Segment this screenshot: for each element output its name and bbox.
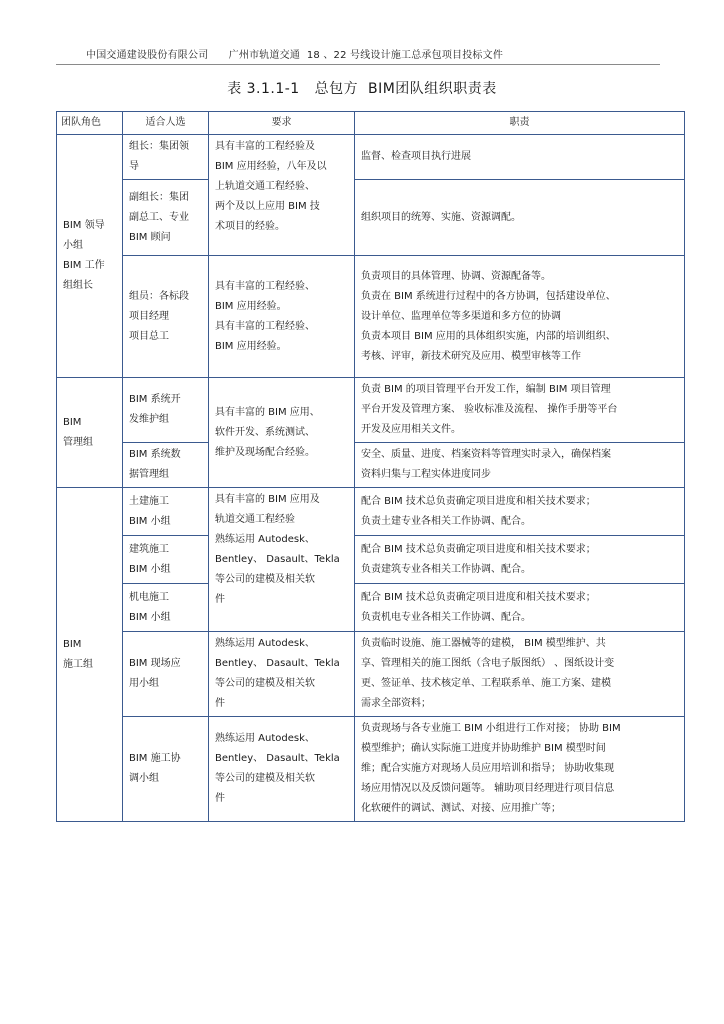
table-row [57, 135, 685, 180]
responsibility-table [56, 111, 685, 822]
person-cell: 建筑施工 BIM 小组 [123, 536, 209, 584]
group-cell-management: BIM 管理组 [57, 378, 123, 488]
table-row [57, 488, 685, 536]
table-row [57, 717, 685, 822]
group-cell-leader: BIM 领导 小组 BIM 工作 组组长 [57, 135, 123, 378]
table-row [57, 443, 685, 488]
table-row [57, 180, 685, 256]
requirement-cell: 具有丰富的工程经验、 BIM 应用经验。 具有丰富的工程经验、 BIM 应用经验。 [209, 256, 355, 378]
duty-cell: 组织项目的统筹、实施、资源调配。 [355, 180, 685, 256]
requirement-cell: 熟练运用 Autodesk、 Bentley、 Dasault、Tekla 等公司的建模及相关软 件 [209, 632, 355, 717]
table-row [57, 536, 685, 584]
person-cell: 组长：集团领 导 [123, 135, 209, 180]
table-header-row [57, 112, 685, 135]
column-header-duty: 职责 [355, 112, 685, 135]
header-divider [56, 64, 660, 65]
document-header: 中国交通建设股份有限公司 广州市轨道交通 18 、22 号线设计施工总承包项目投标文件 [86, 50, 504, 61]
duty-cell: 负责项目的具体管理、协调、资源配备等。 负责在 BIM 系统进行过程中的各方协调，包括建设单位、 设计单位、监理单位等多渠道和多方位的协调 负责本项目 BIM 应用的具体组织实施，内部的培训组织、 考核、评审，新技术研究及应用、模型审核等工作 [355, 256, 685, 378]
person-cell: 组员：各标段 项目经理 项目总工 [123, 256, 209, 378]
person-cell: 土建施工 BIM 小组 [123, 488, 209, 536]
requirement-cell: 具有丰富的工程经验及 BIM 应用经验，八年及以 上轨道交通工程经验、 两个及以上应用 BIM 技 术项目的经验。 [209, 135, 355, 256]
duty-cell: 配合 BIM 技术总负责确定项目进度和相关技术要求； 负责机电专业各相关工作协调、配合。 [355, 584, 685, 632]
requirement-cell: 熟练运用 Autodesk、 Bentley、 Dasault、Tekla 等公司的建模及相关软 件 [209, 717, 355, 822]
duty-cell: 配合 BIM 技术总负责确定项目进度和相关技术要求； 负责土建专业各相关工作协调、配合。 [355, 488, 685, 536]
duty-cell: 负责临时设施、施工器械等的建模， BIM 模型维护、共 享、管理相关的施工图纸（含电子版图纸） 、图纸设计变 更、签证单、技术核定单、工程联系单、施工方案、建模 需求全部资料； [355, 632, 685, 717]
person-cell: BIM 系统开 发维护组 [123, 378, 209, 443]
duty-cell: 负责 BIM 的项目管理平台开发工作，编制 BIM 项目管理 平台开发及管理方案、 验收标准及流程、 操作手册等平台 开发及应用相关文件。 [355, 378, 685, 443]
duty-cell: 监督、检查项目执行进展 [355, 135, 685, 180]
table-title: 表 3.1.1-1 总包方 BIM团队组织职责表 [227, 81, 497, 97]
table-row [57, 584, 685, 632]
group-cell-construction: BIM 施工组 [57, 488, 123, 822]
column-header-role: 团队角色 [57, 112, 123, 135]
duty-cell: 负责现场与各专业施工 BIM 小组进行工作对接； 协助 BIM 模型维护；确认实际施工进度并协助维护 BIM 模型时间 维；配合实施方对现场人员应用培训和指导； 协助收集现 场应用情况以及反馈问题等。 辅助项目经理进行项目信息 化软硬件的调试、测试、对接、应用推广等； [355, 717, 685, 822]
duty-cell: 配合 BIM 技术总负责确定项目进度和相关技术要求； 负责建筑专业各相关工作协调、配合。 [355, 536, 685, 584]
person-cell: 副组长：集团 副总工、专业 BIM 顾问 [123, 180, 209, 256]
requirement-cell: 具有丰富的 BIM 应用、 软件开发、系统测试、 维护及现场配合经验。 [209, 378, 355, 488]
person-cell: BIM 系统数 据管理组 [123, 443, 209, 488]
column-header-requirement: 要求 [209, 112, 355, 135]
table-row [57, 378, 685, 443]
person-cell: BIM 施工协 调小组 [123, 717, 209, 822]
column-header-person: 适合人选 [123, 112, 209, 135]
table-row [57, 256, 685, 378]
requirement-cell: 具有丰富的 BIM 应用及 轨道交通工程经验 熟练运用 Autodesk、 Bentley、 Dasault、Tekla 等公司的建模及相关软 件 [209, 488, 355, 632]
table-row [57, 632, 685, 717]
duty-cell: 安全、质量、进度、档案资料等管理实时录入，确保档案 资料归集与工程实体进度同步 [355, 443, 685, 488]
person-cell: BIM 现场应 用小组 [123, 632, 209, 717]
person-cell: 机电施工 BIM 小组 [123, 584, 209, 632]
